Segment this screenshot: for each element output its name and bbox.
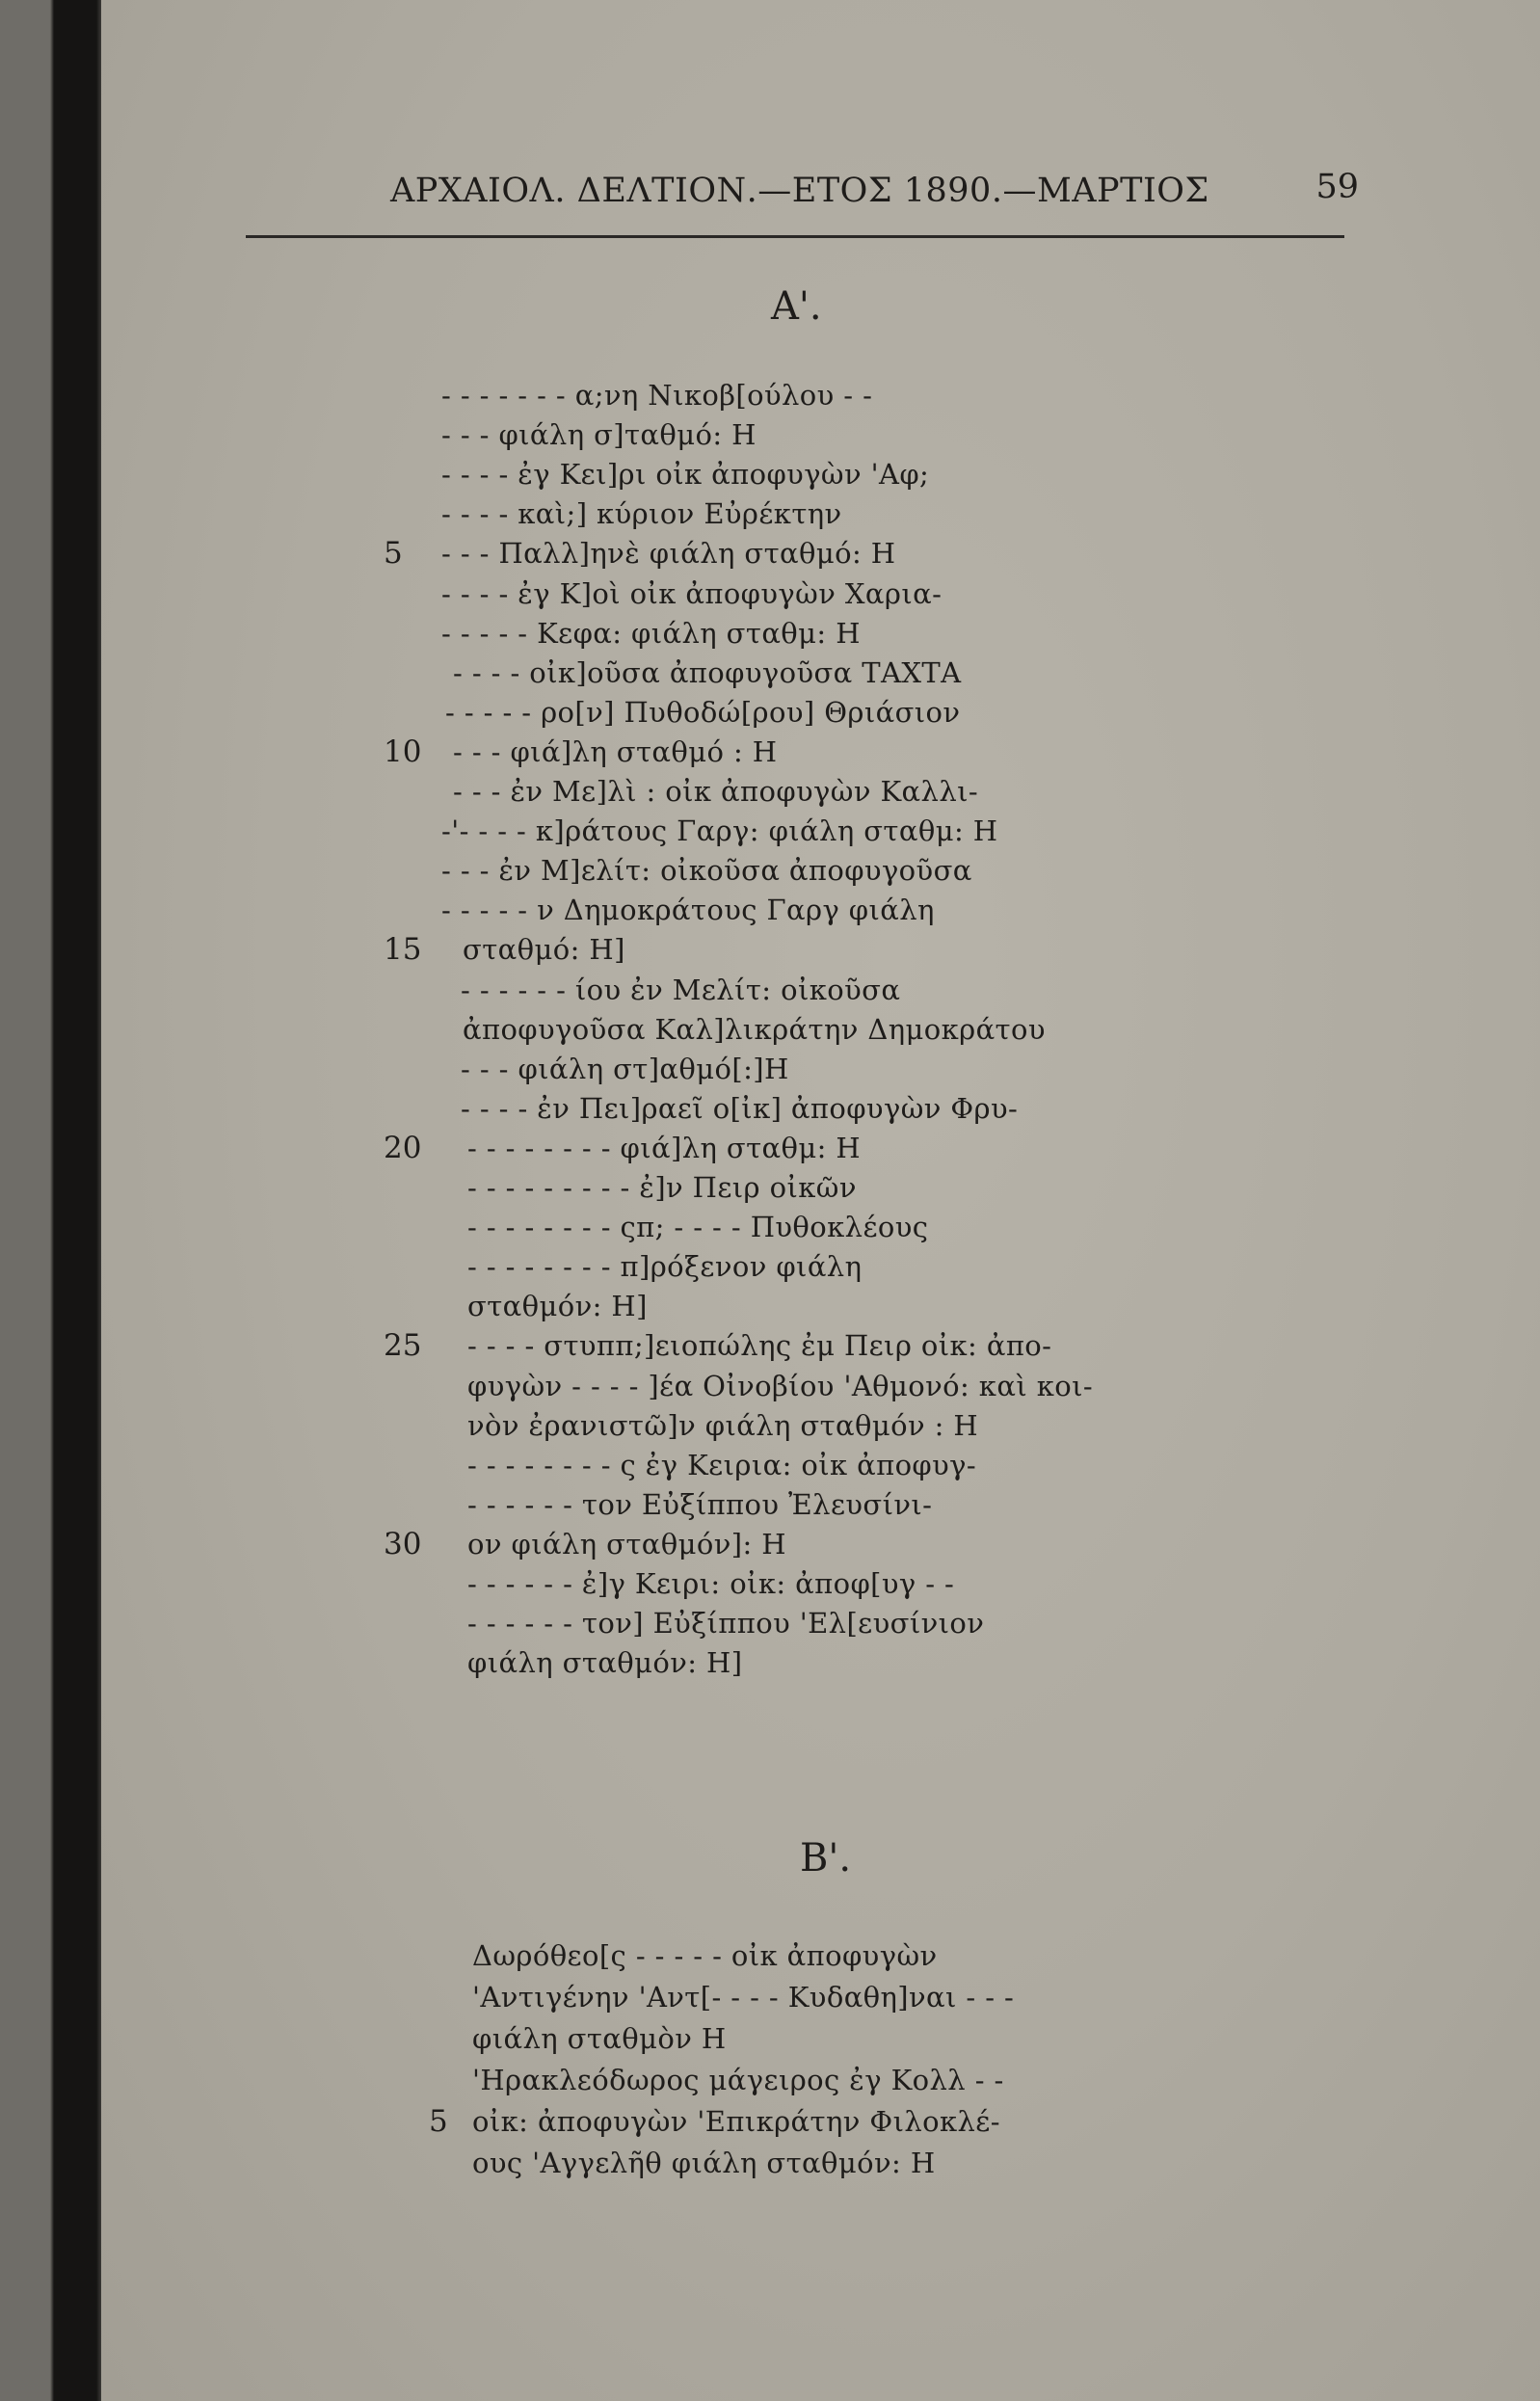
inscription-line: - - - ἐν Με]λὶ : οἰκ ἀποφυγὼν Καλλι- (453, 775, 979, 808)
inscription-line: - - - - - - - - - ἐ]ν Πειρ οἰκῶν (467, 1171, 857, 1204)
inscription-line: 'Αντιγένην 'Αντ[- - - - Κυδαθη]ναι - - - (472, 1981, 1015, 2014)
running-header (289, 164, 1359, 222)
inscription-line: - - - - ἐν Πει]ραεῖ ο[ἰκ] ἀποφυγὼν Φρυ- (461, 1091, 1019, 1125)
page-number: 59 (1315, 168, 1359, 206)
line-number: 5 (429, 2104, 448, 2139)
inscription-line: - - - - οἰκ]οῦσα ἀποφυγοῦσα ΤΑΧΤΑ (453, 655, 962, 689)
inscription-line: - - - φιάλη στ]αθμό[:]Η (461, 1052, 789, 1085)
inscription-line: - - - - - ρο[ν] Πυθοδώ[ρου] Θριάσιον (445, 695, 961, 729)
line-number: 5 (384, 536, 403, 572)
inscription-line: - - - - - - - - π]ρόξενον φιάλη (467, 1250, 863, 1284)
inscription-line: - - - - - - - - ςπ; - - - - Πυθοκλέους (467, 1211, 929, 1244)
inscription-line: - - - ἐν Μ]ελίτ: οἰκοῦσα ἀποφυγοῦσα (441, 854, 972, 888)
inscription-line: - - - - ἐγ Κει]ρι οἰκ ἀποφυγὼν 'Αφ; (441, 458, 930, 492)
inscription-line: - - - - - - - α;νη Νικοβ[ούλου - - (441, 379, 873, 412)
inscription-line: ἀποφυγοῦσα Καλ]λικράτην Δημοκράτου (463, 1012, 1046, 1046)
inscription-line: νὸν ἐρανιστῶ]ν φιάλη σταθμόν : Η (467, 1408, 979, 1442)
inscription-line: ους 'Αγγελῆθ φιάλη σταθμόν: Η (472, 2147, 936, 2179)
inscription-line: - - - - - - - - φιά]λη σταθμ: Η (467, 1131, 862, 1164)
inscription-line: - - - - καὶ;] κύριον Εὐρέκτην (441, 497, 842, 531)
line-number: 25 (384, 1328, 422, 1364)
inscription-line: ον φιάλη σταθμόν]: Η (467, 1527, 786, 1561)
line-number: 20 (384, 1130, 422, 1165)
inscription-line: -'- - - - κ]ράτους Γαργ: φιάλη σταθμ: Η (441, 814, 998, 848)
inscription-line: φιάλη σταθμὸν Η (472, 2022, 727, 2055)
inscription-line: σταθμόν: Η] (467, 1290, 648, 1323)
inscription-line: - - - φιάλη σ]ταθμό: Η (441, 418, 757, 452)
inscription-line: - - - - - - ἐ]γ Κειρι: οἰκ: ἀποφ[υγ - - (467, 1567, 955, 1600)
inscription-line: - - - - - - τον] Εὐξίππου 'Ελ[ευσίνιον (467, 1607, 985, 1641)
inscription-line: φιάλη σταθμόν: Η] (467, 1646, 743, 1680)
inscription-line: - - - - - - ίου ἐν Μελίτ: οἰκοῦσα (461, 973, 901, 1006)
section-a-heading: A'. (771, 284, 822, 329)
inscription-line: σταθμό: Η] (463, 933, 625, 967)
inscription-line: - - - Παλλ]ηνὲ φιάλη σταθμό: Η (441, 537, 896, 571)
inscription-line: 'Ηρακλεόδωρος μάγειρος ἐγ Κολλ - - (472, 2064, 1004, 2096)
binding-gutter (0, 0, 101, 2401)
inscription-line: Δωρόθεο[ς - - - - - οἰκ ἀποφυγὼν (472, 1939, 938, 1972)
line-number: 15 (384, 932, 422, 968)
line-number: 30 (384, 1526, 422, 1561)
inscription-line: - - - - - Κεφα: φιάλη σταθμ: Η (441, 616, 861, 650)
inscription-line: φυγὼν - - - - ]έα Οἰνοβίου 'Αθμονό: καὶ κοι- (467, 1369, 1094, 1402)
inscription-line: - - - - - ν Δημοκράτους Γαργ φιάλη (441, 894, 935, 927)
inscription-line: - - - φιά]λη σταθμό : Η (453, 734, 778, 768)
line-number: 10 (384, 734, 422, 769)
header-title: ΑΡΧΑΙΟΛ. ΔΕΛΤΙΟΝ.—ΕΤΟΣ 1890.—ΜΑΡΤΙΟΣ (390, 172, 1209, 210)
inscription-line: - - - - ἐγ Κ]οὶ οἰκ ἀποφυγὼν Χαρια- (441, 576, 943, 610)
inscription-line: - - - - στυππ;]ειοπώλης ἐμ Πειρ οἰκ: ἀπο- (467, 1329, 1052, 1363)
inscription-line: - - - - - - τον Εὐξίππου Ἐλευσίνι- (467, 1487, 933, 1521)
inscription-line: οἰκ: ἀποφυγὼν 'Επικράτην Φιλοκλέ- (472, 2105, 1000, 2138)
inscription-line: - - - - - - - - ς ἐγ Κειρια: οἰκ ἀποφυγ- (467, 1448, 977, 1481)
section-b-heading: B'. (800, 1836, 852, 1881)
header-rule (246, 235, 1344, 238)
